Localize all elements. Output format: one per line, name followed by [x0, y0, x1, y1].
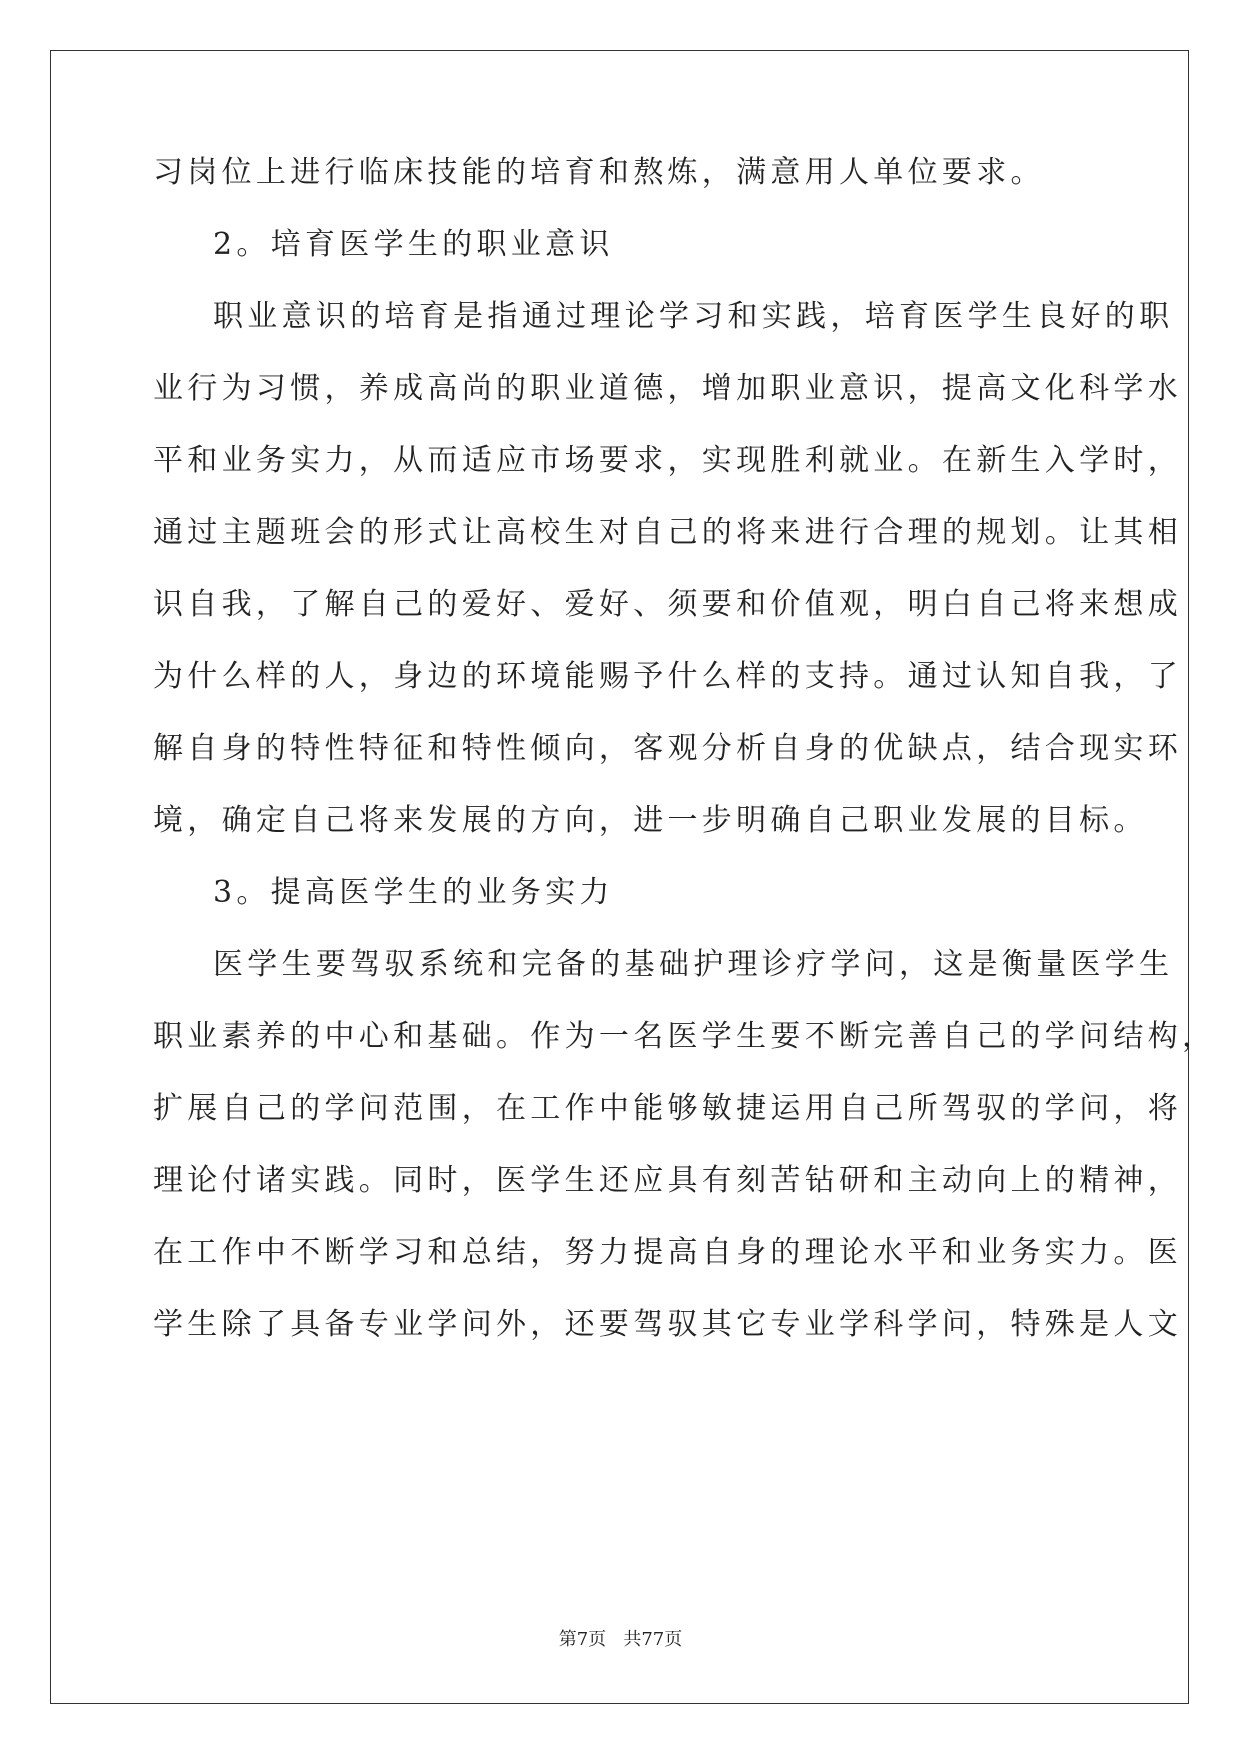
- body-line: 扩展自己的学问范围，在工作中能够敏捷运用自己所驾驭的学问，将: [153, 1091, 1182, 1126]
- body-line: 职业素养的中心和基础。作为一名医学生要不断完善自己的学问结构，: [153, 1019, 1217, 1054]
- section-heading: 3。提高医学生的业务实力: [213, 875, 614, 910]
- body-line: 学生除了具备专业学问外，还要驾驭其它专业学科学问，特殊是人文: [153, 1307, 1182, 1342]
- body-line: 医学生要驾驭系统和完备的基础护理诊疗学问，这是衡量医学生: [213, 947, 1174, 982]
- body-line: 业行为习惯，养成高尚的职业道德，增加职业意识，提高文化科学水: [153, 371, 1182, 406]
- body-line: 境，确定自己将来发展的方向，进一步明确自己职业发展的目标。: [153, 803, 1148, 838]
- body-line: 习岗位上进行临床技能的培育和熬炼，满意用人单位要求。: [153, 155, 1045, 190]
- body-line: 职业意识的培育是指通过理论学习和实践，培育医学生良好的职: [213, 299, 1174, 334]
- body-line: 通过主题班会的形式让高校生对自己的将来进行合理的规划。让其相: [153, 515, 1182, 550]
- body-line: 在工作中不断学习和总结，努力提高自身的理论水平和业务实力。医: [153, 1235, 1182, 1270]
- body-line: 解自身的特性特征和特性倾向，客观分析自身的优缺点，结合现实环: [153, 731, 1182, 766]
- body-line: 识自我，了解自己的爱好、爱好、须要和价值观，明白自己将来想成: [153, 587, 1182, 622]
- body-line: 平和业务实力，从而适应市场要求，实现胜利就业。在新生入学时，: [153, 443, 1182, 478]
- page-footer: 第7页 共77页: [558, 1629, 683, 1650]
- body-line: 理论付诸实践。同时，医学生还应具有刻苦钻研和主动向上的精神，: [153, 1163, 1182, 1198]
- body-line: 为什么样的人，身边的环境能赐予什么样的支持。通过认知自我，了: [153, 659, 1182, 694]
- section-heading: 2。培育医学生的职业意识: [213, 227, 614, 262]
